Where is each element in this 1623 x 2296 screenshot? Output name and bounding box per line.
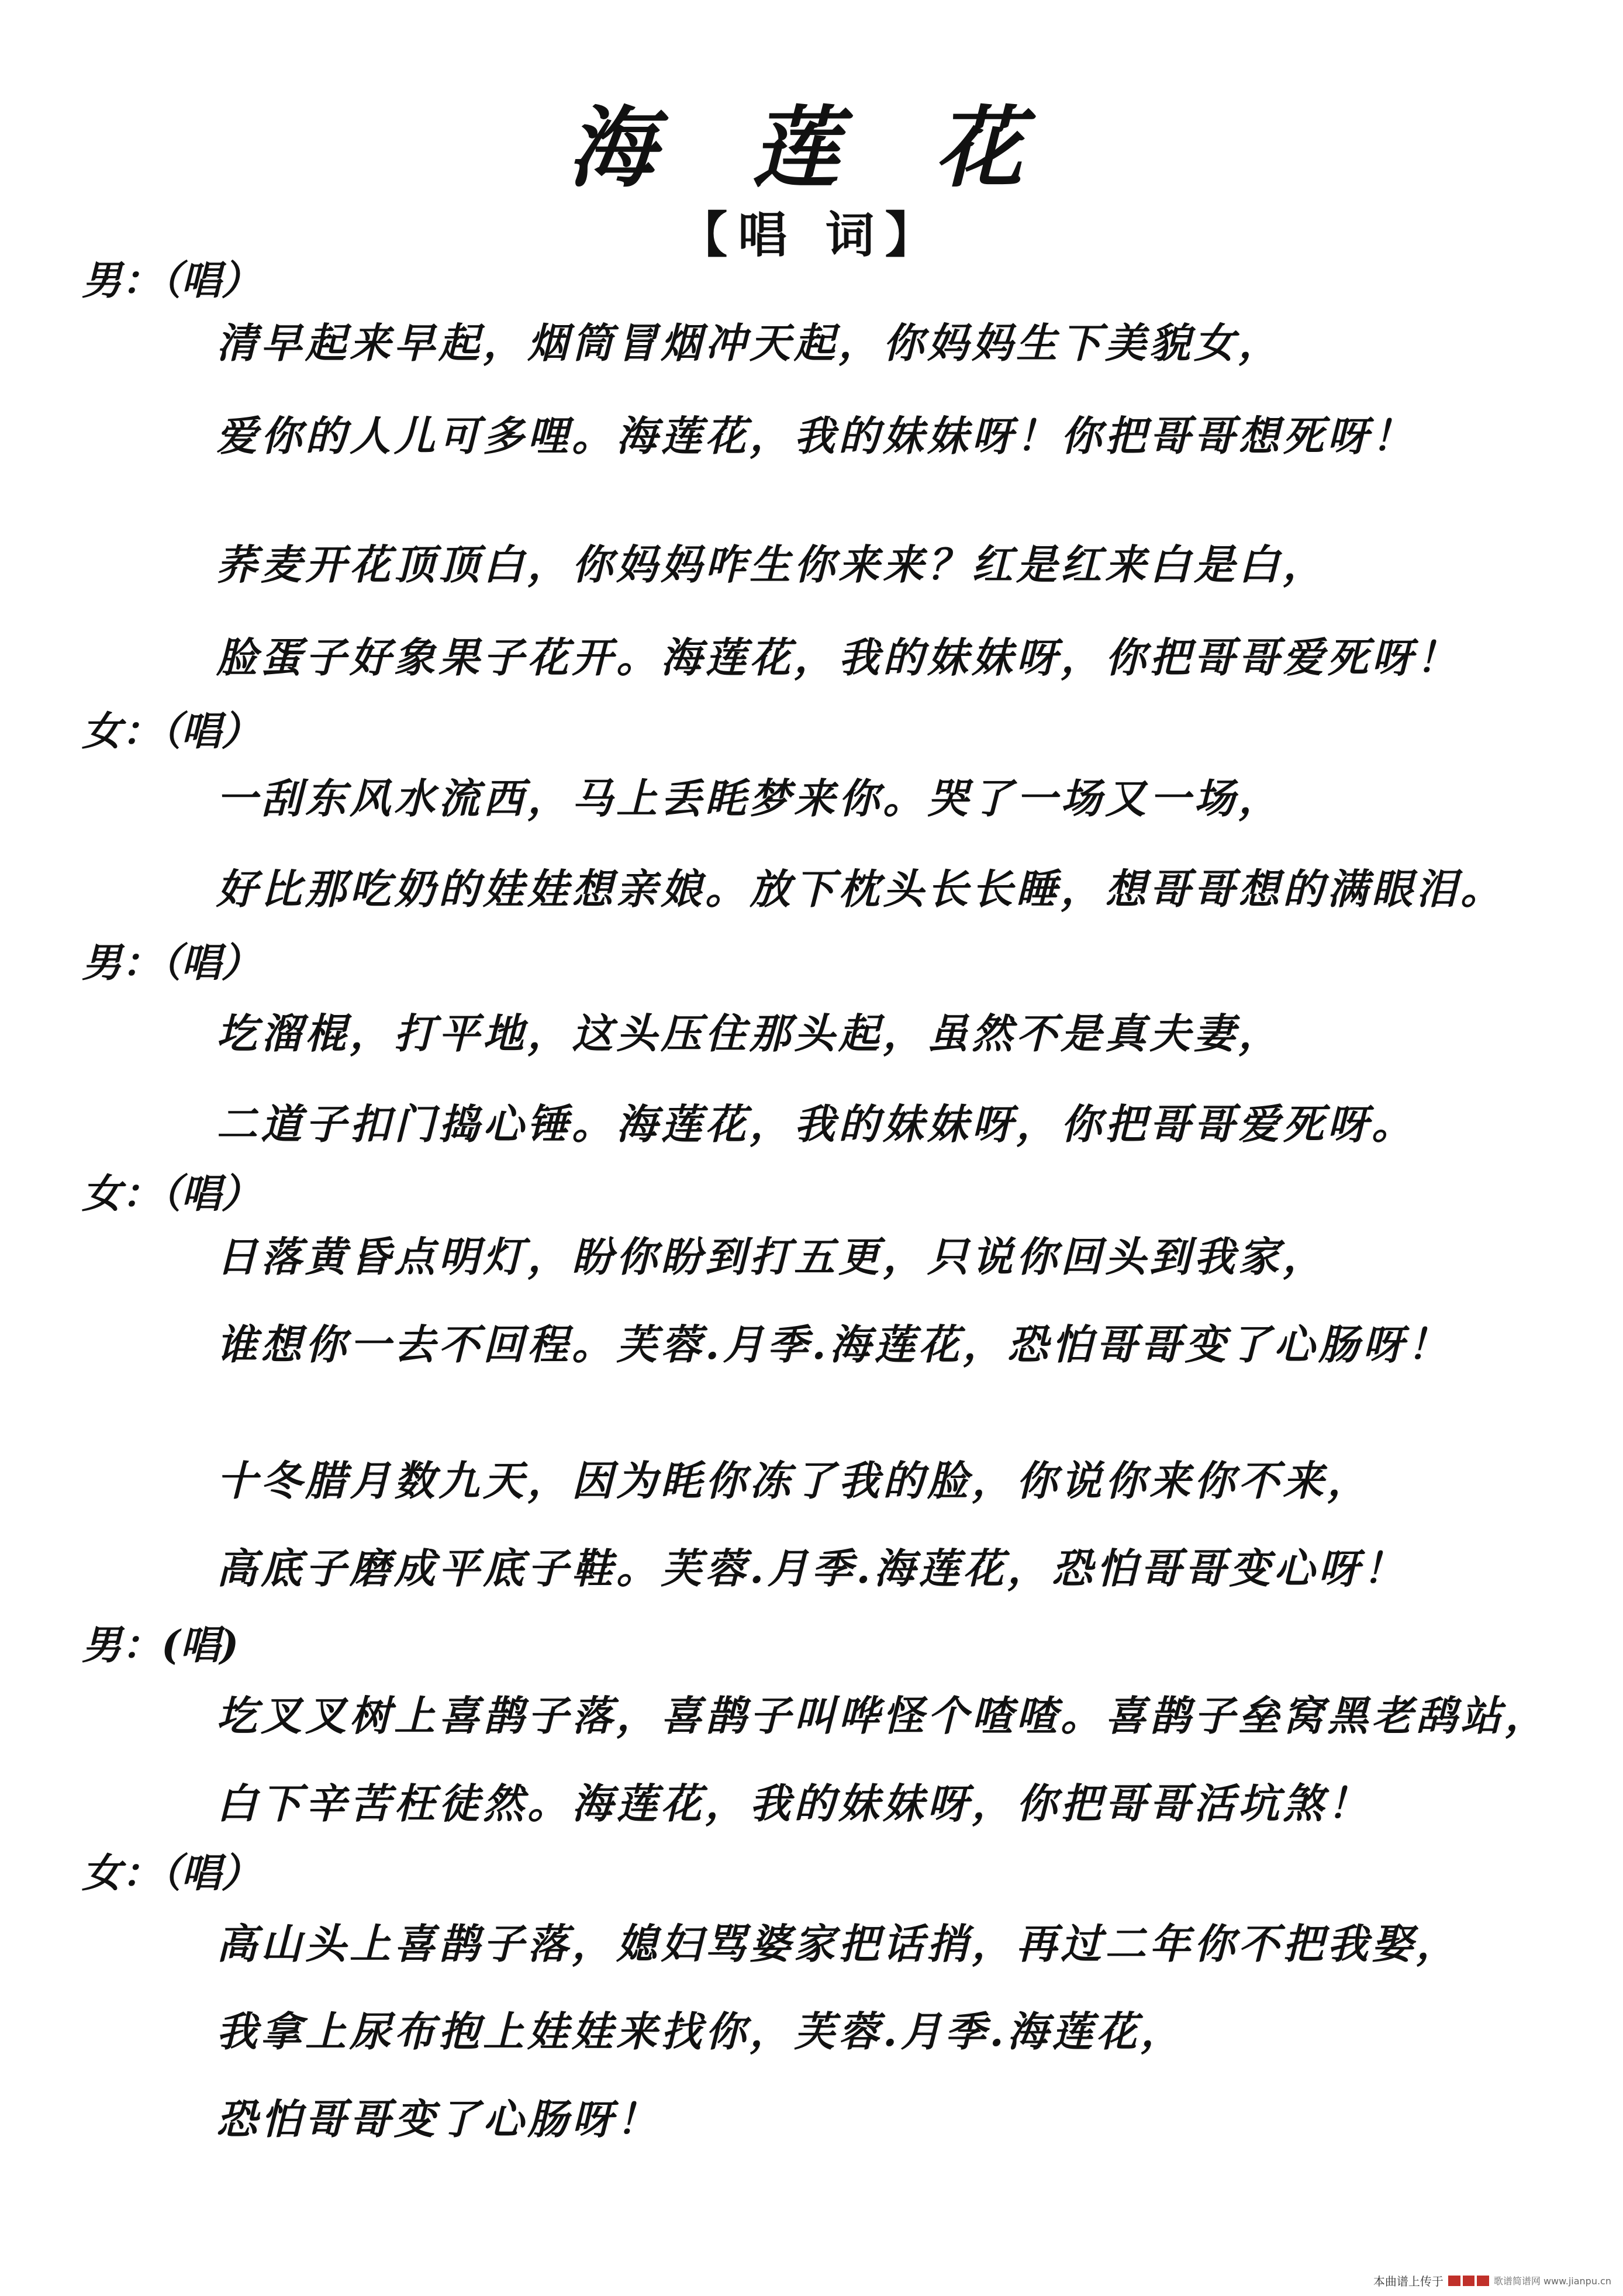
lyric-line: 荞麦开花顶顶白，你妈妈咋生你来来？红是红来白是白， xyxy=(216,540,1327,589)
lyric-line: 谁想你一去不回程。芙蓉.月季.海莲花，恐怕哥哥变了心肠呀！ xyxy=(216,1320,1452,1369)
speaker-label-male: 男：（唱） xyxy=(82,940,261,986)
speaker-label-female: 女：（唱） xyxy=(82,1850,261,1897)
lyric-line: 二道子扣门捣心锤。海莲花，我的妹妹呀，你把哥哥爱死呀。 xyxy=(216,1100,1416,1148)
site-url: 歌谱简谱网 www.jianpu.cn xyxy=(1493,2276,1611,2287)
lyric-line: 恐怕哥哥变了心肠呀！ xyxy=(216,2095,661,2143)
lyric-line: 高山头上喜鹊子落，媳妇骂婆家把话捎，再过二年你不把我娶， xyxy=(216,1919,1460,1968)
lyric-line: 爱你的人儿可多哩。海莲花，我的妹妹呀！你把哥哥想死呀！ xyxy=(216,412,1416,460)
lyric-line: 白下辛苦枉徒然。海莲花，我的妹妹呀，你把哥哥活坑煞！ xyxy=(216,1779,1372,1828)
upload-footer xyxy=(1373,2272,1611,2289)
lyric-line: 圪叉叉树上喜鹊子落，喜鹊子叫哗怪个喳喳。喜鹊子垒窝黑老鸹站， xyxy=(216,1691,1549,1740)
lyric-line: 脸蛋子好象果子花开。海莲花，我的妹妹呀，你把哥哥爱死呀！ xyxy=(216,633,1460,682)
lyric-line: 圪溜棍，打平地，这头压住那头起，虽然不是真夫妻， xyxy=(216,1009,1283,1058)
speaker-label-male: 男：(唱) xyxy=(82,1622,239,1669)
page-subtitle: 【唱 词】 xyxy=(678,206,945,264)
site-logo-icon xyxy=(1448,2276,1489,2286)
lyric-line: 高底子磨成平底子鞋。芙蓉.月季.海莲花，恐怕哥哥变心呀！ xyxy=(216,1544,1407,1593)
lyric-line: 我拿上尿布抱上娃娃来找你，芙蓉.月季.海莲花， xyxy=(216,2007,1185,2056)
lyric-line: 十冬腊月数九天，因为眊你冻了我的脸，你说你来你不来， xyxy=(216,1456,1372,1505)
lyric-line: 好比那吃奶的娃娃想亲娘。放下枕头长长睡，想哥哥想的满眼泪。 xyxy=(216,865,1505,913)
lyric-line: 清早起来早起，烟筒冒烟冲天起，你妈妈生下美貌女， xyxy=(216,319,1283,367)
speaker-label-male: 男：（唱） xyxy=(82,257,261,304)
speaker-label-female: 女：（唱） xyxy=(82,708,261,755)
lyric-line: 一刮东风水流西，马上丢眊梦来你。哭了一场又一场， xyxy=(216,774,1283,823)
lyric-line: 日落黄昏点明灯，盼你盼到打五更，只说你回头到我家， xyxy=(216,1232,1327,1281)
upload-note: 本曲谱上传于 xyxy=(1373,2274,1444,2288)
page-title: 海 莲 花 xyxy=(567,96,1056,199)
speaker-label-female: 女：（唱） xyxy=(82,1171,261,1217)
